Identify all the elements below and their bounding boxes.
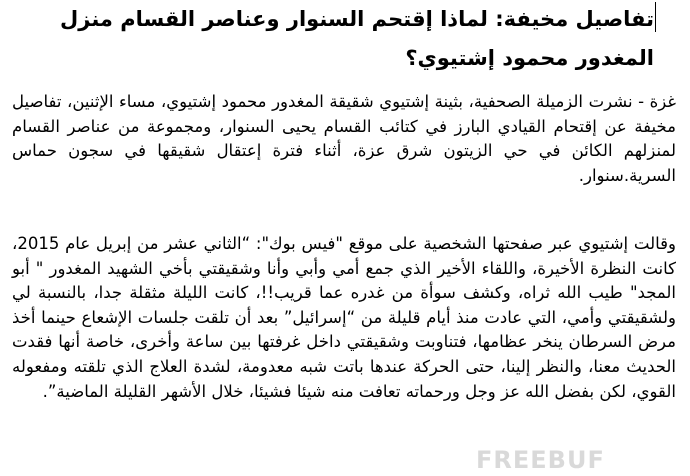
freebuf-watermark: FREEBUF <box>476 446 605 474</box>
article-title: تفاصيل مخيفة: لماذا إقتحم السنوار وعناصر القسام منزل المغدور محمود إشتيوي؟ <box>60 7 654 70</box>
article-paragraph-2: وقالت إشتيوي عبر صفحتها الشخصية على موقع "فيس بوك": “الثاني عشر من إبريل عام 2015، كانت النظرة الأخيرة، واللقاء الأخير الذي جمع أمي وأبي وأنا وشقيقتي بأخي الشهيد المغدور " أبو المجد" طيب الله ثراه، وكشف سوأة من غدره عما قريب!!، كانت الليلة مثقلة جدا، بالنسبة لي ولشقيقتي وأمي، التي عادت منذ أيام قليلة من “إسرائيل” بعد أن تلقت جلسات الإشعاع حينما أخذ مرض السرطان ينخر عظامها، فتناوبت وشقيقتي داخل غرفتها بين ساعة وأخرى، خاصة أنها فقدت الحديث معنا، والنظر إلينا، حتى الحركة عندها باتت شبه معدومة، لشدة العلاج الذي تلقته ومفعوله القوي، لكن بفضل الله عز وجل ورحماته تعافت منه شيئا فشيئا، خلال الأشهر القليلة الماضية”. <box>12 234 676 401</box>
article-paragraph-1: غزة - نشرت الزميلة الصحفية، بثينة إشتيوي شقيقة المغدور محمود إشتيوي، مساء الإثنين، تفاصيل مخيفة عن إقتحام القيادي البارز في كتائب القسام يحيى السنوار، ومجموعة من عناصر القسام لمنزلهم الكائن في حي الزيتون شرق عزة، أثناء فترة إعتقال شقيقها في سجون حماس السرية.سنوار. <box>12 92 676 185</box>
text-cursor <box>655 2 656 32</box>
